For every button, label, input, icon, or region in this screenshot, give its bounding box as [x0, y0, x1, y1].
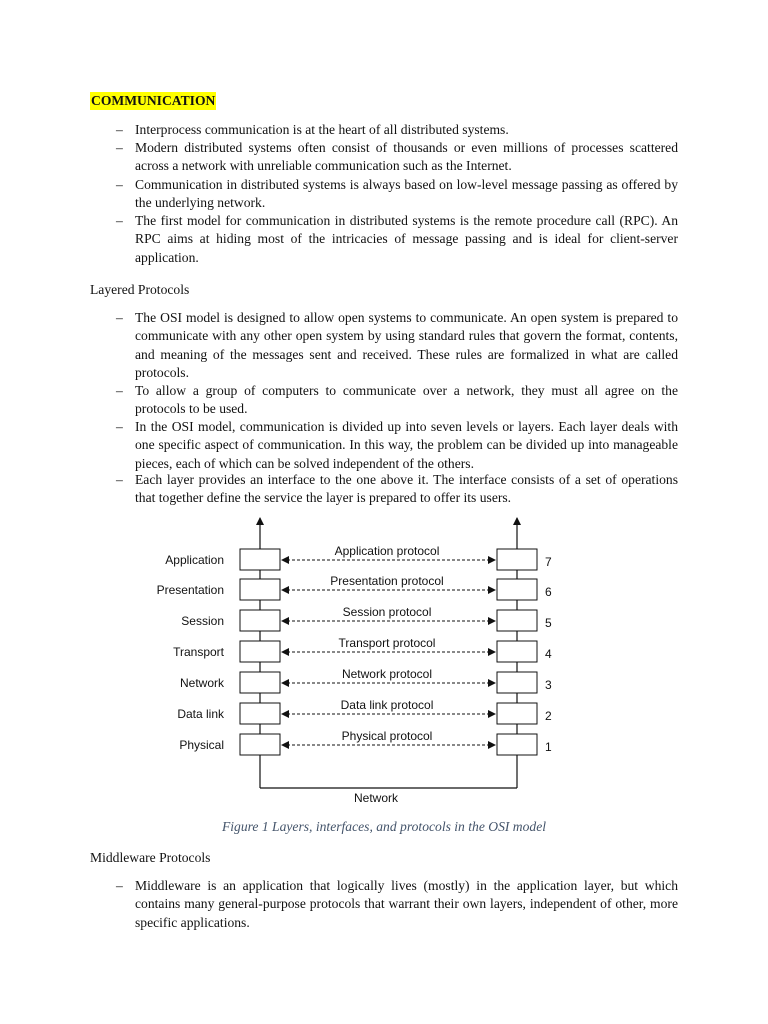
left-layer-box — [240, 579, 280, 600]
layer-number-label: 4 — [545, 647, 552, 661]
right-layer-box — [497, 610, 537, 631]
bullet-text: Communication in distributed systems is always based on low-level message passing as offered by the underlying network. — [135, 177, 678, 211]
left-layer-box — [240, 703, 280, 724]
left-layer-box — [240, 549, 280, 570]
bullet-text: Interprocess communication is at the heart of all distributed systems. — [135, 122, 509, 137]
bullet-text: The first model for communication in distributed systems is the remote procedure call (RPC). An RPC aims at hiding most of the intricacies of message passing and is ideal for client-server application. — [135, 213, 678, 265]
bullet-text: Modern distributed systems often consist of thousands or even millions of processes scattered across a network with unreliable communication such as the Internet. — [135, 140, 678, 174]
protocol-label: Application protocol — [334, 544, 440, 558]
bullet-dash: – — [116, 383, 123, 398]
right-layer-box — [497, 672, 537, 693]
layer-number-label: 6 — [545, 585, 552, 599]
bullet-dash: – — [116, 472, 123, 487]
protocol-label: Physical protocol — [341, 729, 433, 743]
layer-number-label: 7 — [545, 555, 552, 569]
layer-name-label: Presentation — [156, 583, 224, 597]
bullet-text: In the OSI model, communication is divided up into seven levels or layers. Each layer deals with one specific aspect of communication. In this way, the problem can be divided up into manageable pieces, each of which can be solved independent of the others. — [135, 419, 678, 471]
left-layer-box — [240, 734, 280, 755]
layer-number-label: 5 — [545, 616, 552, 630]
subheading-layered-protocols: Layered Protocols — [90, 282, 190, 297]
protocol-label: Session protocol — [342, 605, 432, 619]
protocol-label: Data link protocol — [340, 698, 434, 712]
right-layer-box — [497, 703, 537, 724]
bullet-dash: – — [116, 213, 123, 228]
right-layer-box — [497, 549, 537, 570]
protocol-label: Transport protocol — [338, 636, 436, 650]
bullet-dash: – — [116, 419, 123, 434]
bullet-dash: – — [116, 878, 123, 893]
protocol-label: Presentation protocol — [330, 574, 444, 588]
layer-name-label: Transport — [173, 645, 224, 659]
bullet-dash: – — [116, 310, 123, 325]
left-layer-box — [240, 672, 280, 693]
figure-caption: Figure 1 Layers, interfaces, and protocols in the OSI model — [221, 819, 547, 834]
left-layer-box — [240, 641, 280, 662]
layer-name-label: Application — [165, 553, 224, 567]
layer-number-label: 3 — [545, 678, 552, 692]
list-item — [116, 877, 678, 932]
layer-number-label: 1 — [545, 740, 552, 754]
bullet-text: Middleware is an application that logically lives (mostly) in the application layer, but which contains many general-purpose protocols that warrant their own layers, independent of other, more specific applications. — [135, 878, 678, 930]
subheading-middleware-protocols: Middleware Protocols — [90, 850, 211, 865]
network-label: Network — [353, 791, 399, 805]
left-layer-box — [240, 610, 280, 631]
section-heading: COMMUNICATION — [90, 92, 216, 110]
bullet-text: Each layer provides an interface to the one above it. The interface consists of a set of operations that together define the service the layer is prepared to offer its users. — [135, 472, 678, 506]
bullet-text: The OSI model is designed to allow open systems to communicate. An open system is prepared to communicate with any other open system by using standard rules that govern the format, contents, and meaning of the messages sent and received. These rules are formalized in what are called protocols. — [135, 310, 678, 380]
layer-name-label: Session — [181, 614, 224, 628]
protocol-label: Network protocol — [341, 667, 433, 681]
bullet-dash: – — [116, 140, 123, 155]
bullet-text: To allow a group of computers to communicate over a network, they must all agree on the protocols to be used. — [135, 383, 678, 417]
bullet-dash: – — [116, 177, 123, 192]
right-layer-box — [497, 579, 537, 600]
layer-name-label: Physical — [179, 738, 224, 752]
layer-name-label: Data link — [177, 707, 224, 721]
bullet-dash: – — [116, 122, 123, 137]
right-layer-box — [497, 734, 537, 755]
right-layer-box — [497, 641, 537, 662]
layer-name-label: Network — [179, 676, 224, 690]
layer-number-label: 2 — [545, 709, 552, 723]
